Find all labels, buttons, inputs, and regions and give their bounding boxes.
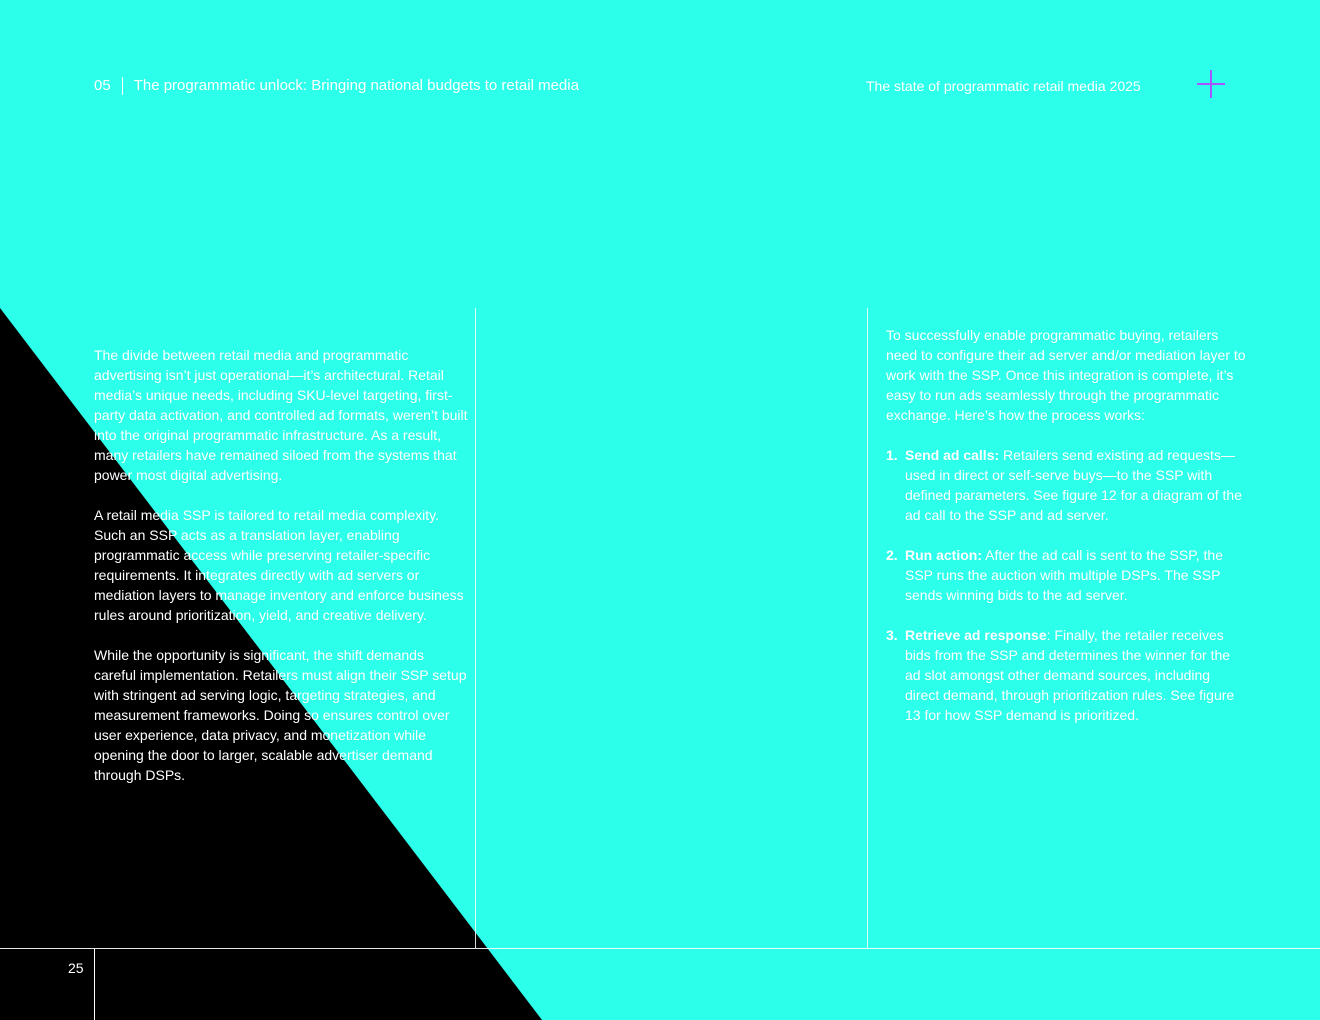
list-item <box>886 545 1246 605</box>
column-divider-right <box>867 308 868 948</box>
list-item <box>886 445 1246 525</box>
body-paragraph: The divide between retail media and programmatic advertising isn’t just operational—it’s architectural. Retail media’s unique needs, including SKU-level targeting, first-party data activation, and controlled ad formats, weren’t built into the original programmatic infrastructure. As a result, many retailers have remained siloed from the systems that power most digital advertising. <box>94 347 468 483</box>
left-column-text <box>94 345 469 805</box>
list-item <box>886 625 1246 725</box>
footer-divider <box>94 949 95 1020</box>
body-paragraph: A retail media SSP is tailored to retail media complexity. Such an SSP acts as a translation layer, enabling programmatic access while preserving retailer-specific requirements. It integrates directly with ad servers or mediation layers to manage inventory and enforce business rules around prioritization, yield, and creative delivery. <box>94 507 464 623</box>
step-number: 2. <box>886 547 898 563</box>
step-text: : Finally, the retailer receives bids from the SSP and determines the winner for the ad slot amongst other demand sources, including direct demand, through prioritization rules. See figure 13 for how SSP demand is prioritized. <box>905 627 1235 723</box>
section-number: 05 <box>94 77 111 94</box>
step-text: After the ad call is sent to the SSP, the SSP runs the auction with multiple DSPs. The SSP sends winning bids to the ad server. <box>905 547 1224 603</box>
section-title: The programmatic unlock: Bringing national budgets to retail media <box>133 77 579 94</box>
process-steps <box>886 445 1246 725</box>
header-divider <box>122 77 123 95</box>
step-title: Send ad calls: <box>905 447 1000 463</box>
step-text: Retailers send existing ad requests—used in direct or self-serve buys—to the SSP with defined parameters. See figure 12 for a diagram of the ad call to the SSP and ad server. <box>905 447 1242 523</box>
footer-rule <box>0 948 1320 949</box>
body-paragraph: While the opportunity is significant, the shift demands careful implementation. Retailers must align their SSP setup with stringent ad serving logic, targeting strategies, and measurement frameworks. Doing so ensures control over user experience, data privacy, and monetization while opening the door to larger, scalable advertiser demand through DSPs. <box>94 647 467 783</box>
step-number: 1. <box>886 447 898 463</box>
report-title: The state of programmatic retail media 2025 <box>866 78 1141 94</box>
intro-paragraph: To successfully enable programmatic buying, retailers need to configure their ad server and/or mediation layer to work with the SSP. Once this integration is complete, it’s easy to run ads seamlessly through the programmatic exchange. Here’s how the process works: <box>886 327 1246 423</box>
step-title: Run action: <box>905 547 982 563</box>
column-divider-left <box>475 308 476 948</box>
section-header <box>94 76 579 96</box>
step-title: Retrieve ad response <box>905 627 1047 643</box>
step-number: 3. <box>886 627 898 643</box>
plus-icon[interactable] <box>1197 70 1225 98</box>
page-number: 25 <box>68 960 84 976</box>
right-column-text <box>886 325 1246 745</box>
